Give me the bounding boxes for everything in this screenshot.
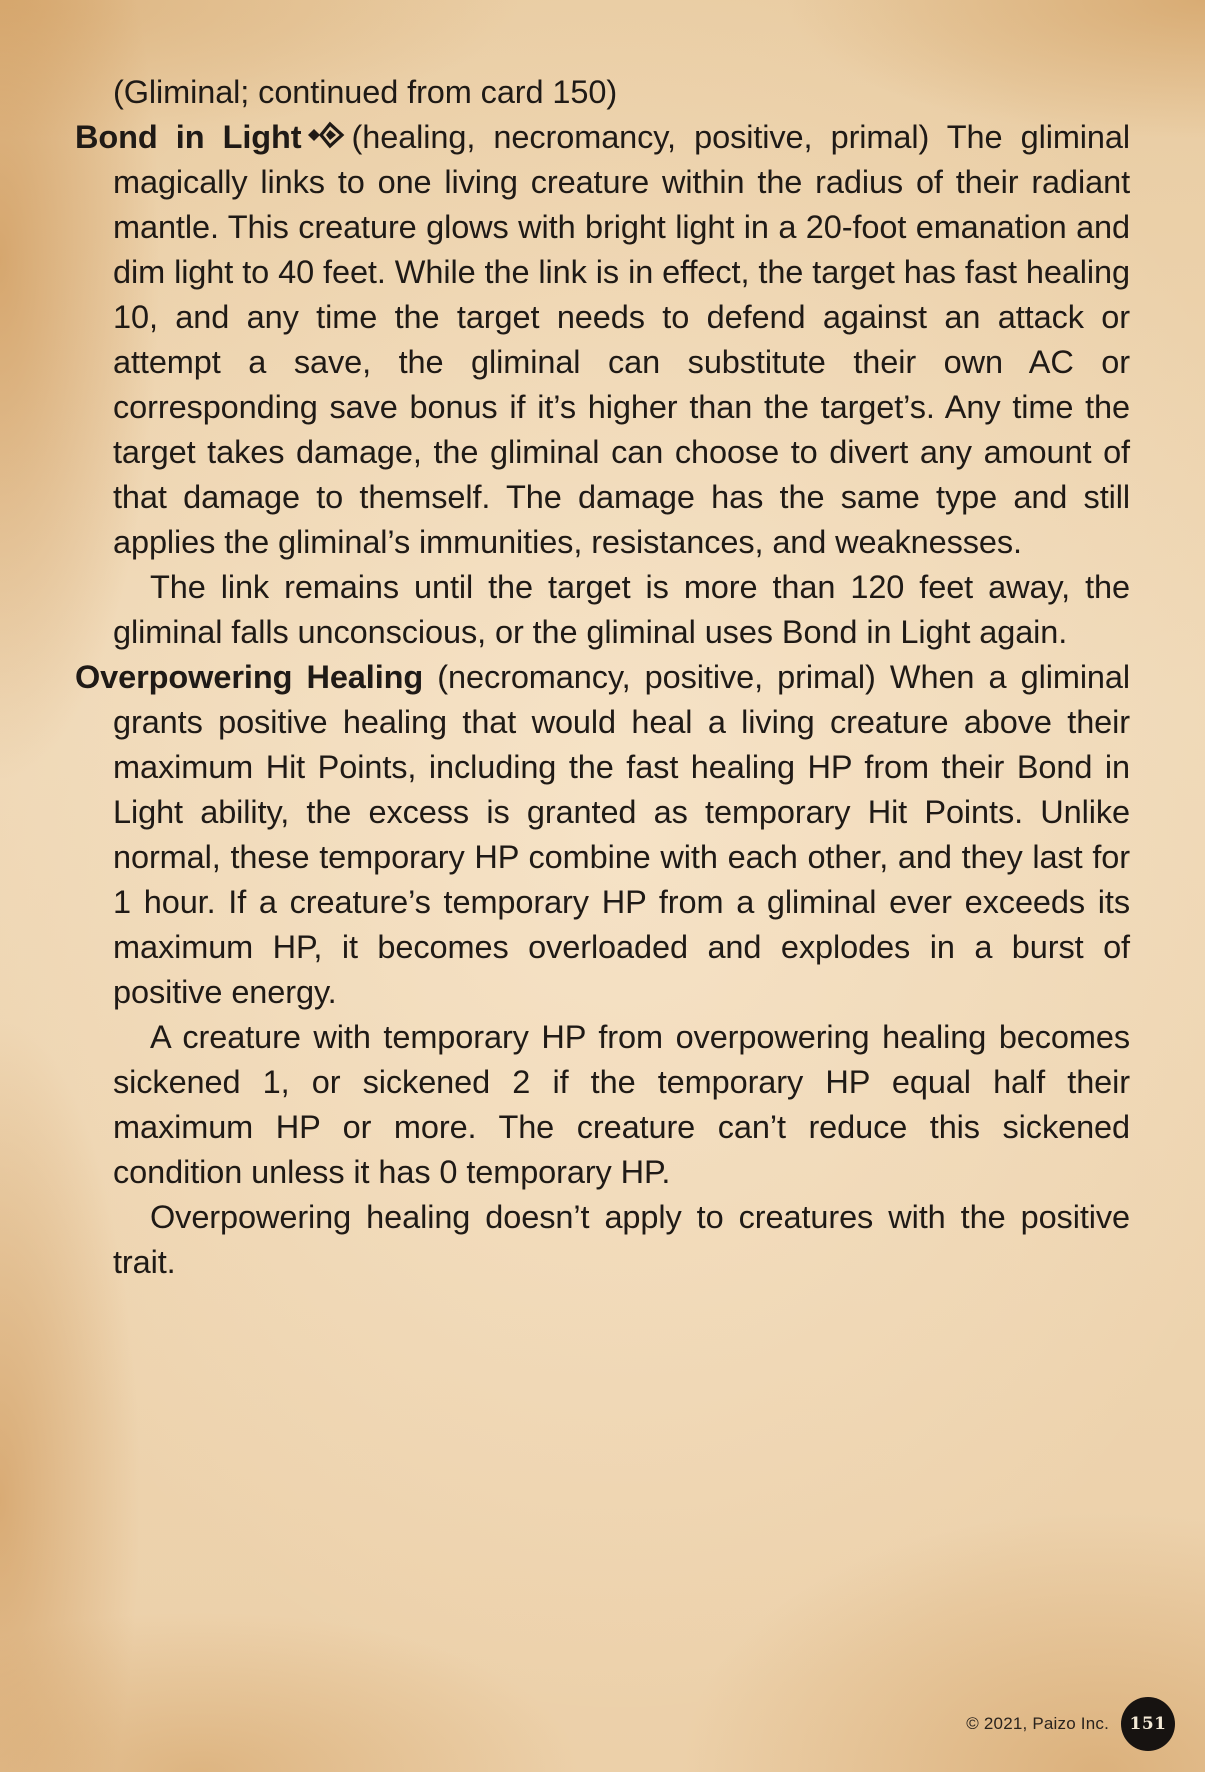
ability-overpowering-healing	[75, 655, 1130, 1015]
ability-paragraph: Overpowering healing doesn’t apply to creatures with the positive trait.	[113, 1199, 1130, 1280]
ability-text: The gliminal magically links to one living creature within the radius of their radiant mantle. This creature glows with bright light in a 20-foot emanation and dim light to 40 feet. While the link is in effect, the target has fast healing 10, and any time the target needs to defend against an attack or attempt a save, the gliminal can substitute their own AC or corresponding save bonus if it’s higher than the target’s. Any time the target takes damage, the gliminal can choose to divert any amount of that damage to themself. The damage has the same type and still applies the gliminal’s immunities, resistances, and weaknesses.	[113, 119, 1130, 560]
card-footer	[966, 1696, 1175, 1752]
ability-name: Overpowering Healing	[75, 659, 424, 695]
single-action-icon	[306, 120, 346, 150]
ability-traits: (necromancy, positive, primal)	[437, 659, 876, 695]
ability-paragraph: A creature with temporary HP from overpowering healing becomes sickened 1, or sickened 2 if the temporary HP equal half their maximum HP or more. The creature can’t reduce this sickened condition unless it has 0 temporary HP.	[113, 1019, 1130, 1190]
continued-note: (Gliminal; continued from card 150)	[113, 74, 618, 110]
copyright-notice: © 2021, Paizo Inc.	[966, 1714, 1109, 1733]
ability-text: When a gliminal grants positive healing that would heal a living creature above their maximum Hit Points, including the fast healing HP from their Bond in Light ability, the excess is granted as temporary Hit Points. Unlike normal, these temporary HP combine with each other, and they last for 1 hour. If a creature’s temporary HP from a gliminal ever exceeds its maximum HP, it becomes overloaded and explodes in a burst of positive energy.	[113, 659, 1131, 1010]
ability-bond-in-light	[75, 115, 1130, 565]
ability-traits: (healing, necromancy, positive, primal)	[351, 119, 930, 155]
card-content	[75, 70, 1130, 1285]
ability-name: Bond in Light	[75, 119, 302, 155]
ability-paragraph: The link remains until the target is more than 120 feet away, the gliminal falls unconscious, or the gliminal uses Bond in Light again.	[113, 569, 1130, 650]
page-number-badge: 151	[1121, 1697, 1175, 1751]
